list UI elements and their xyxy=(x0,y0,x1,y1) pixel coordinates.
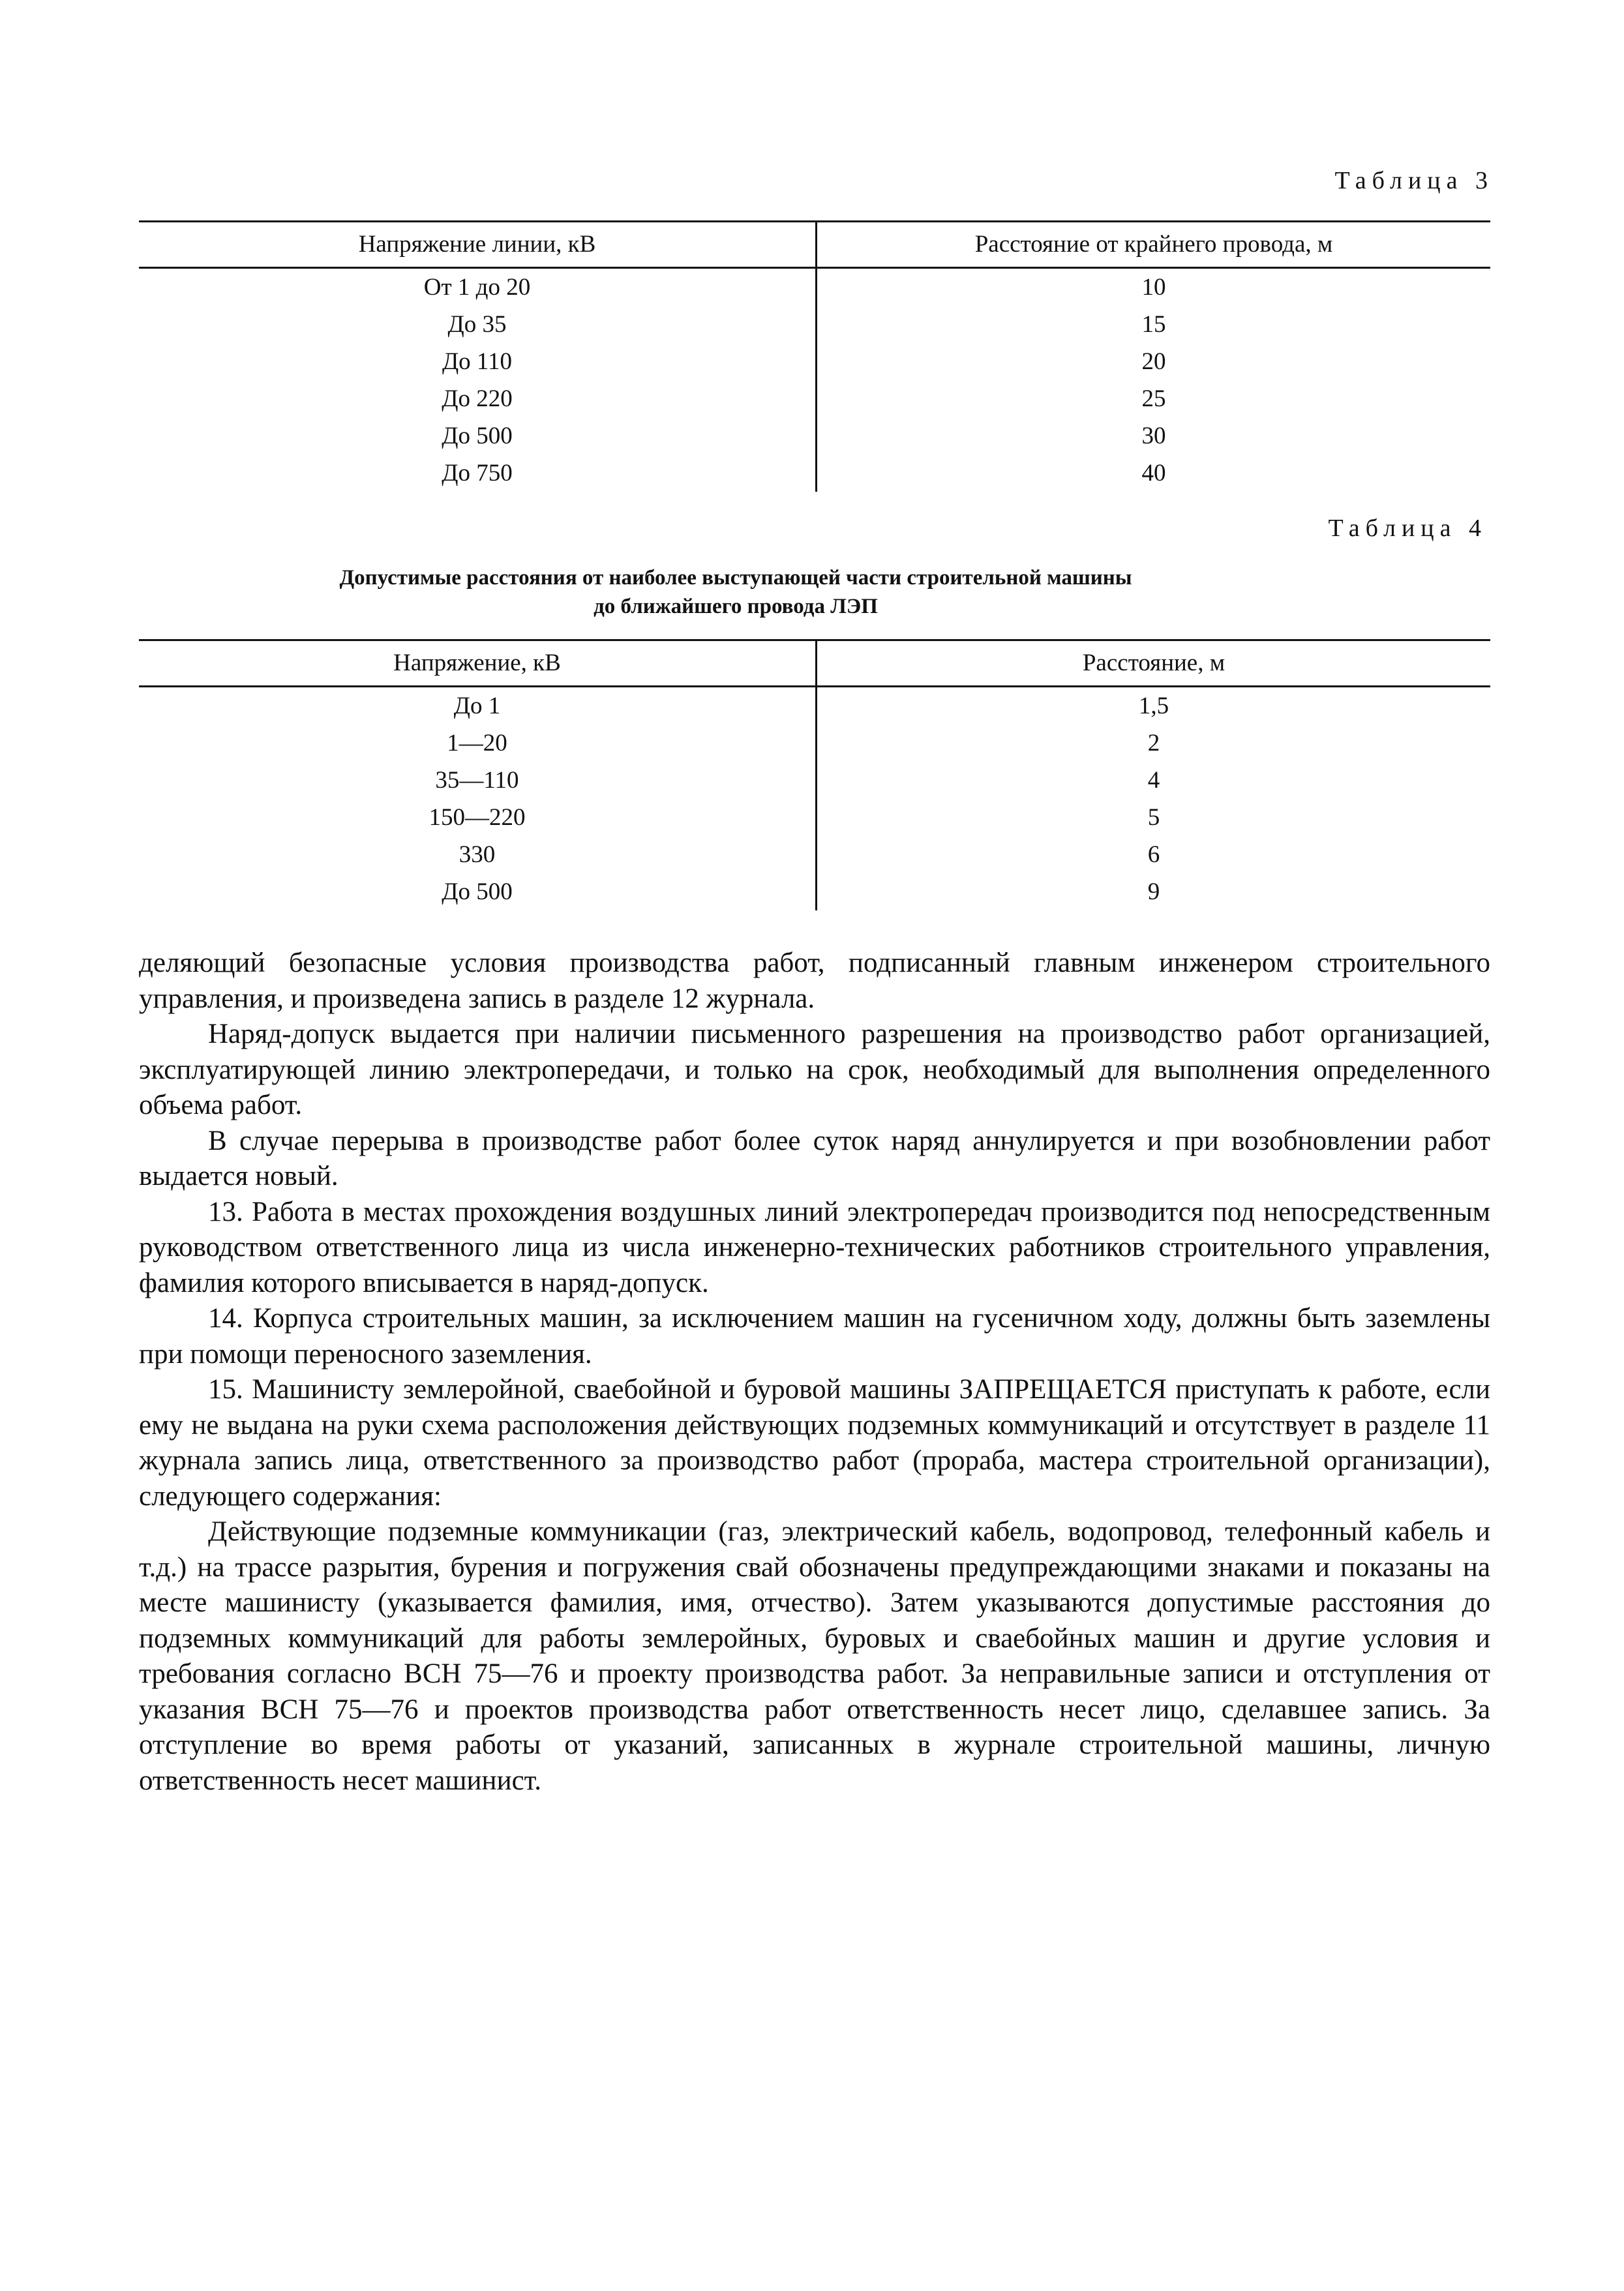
table3 xyxy=(139,220,1490,494)
table-row xyxy=(139,799,1490,836)
table-cell-distance: 5 xyxy=(1147,804,1160,831)
table-row xyxy=(139,455,1490,492)
table-cell-distance: 25 xyxy=(1141,385,1166,412)
table-cell-distance: 10 xyxy=(1141,274,1166,301)
table-cell-voltage: 1—20 xyxy=(139,725,817,762)
table-cell-distance: 20 xyxy=(1141,348,1166,375)
table-row xyxy=(139,687,1490,725)
paragraph-continuation: деляющий безопасные условия производства работ, подписанный главным инженером строительного управления, и произведена запись в разделе 12 журнала. xyxy=(139,948,1490,1014)
table-row xyxy=(139,417,1490,455)
paragraph-permit: Наряд-допуск выдается при наличии письменного разрешения на производство работ организацией, эксплуатирующей линию электропередачи, и только на срок, необходимый для выполнения определенного объема работ. xyxy=(139,1019,1490,1120)
table3-header-voltage: Напряжение линии, кВ xyxy=(139,222,817,267)
table-cell-voltage: До 35 xyxy=(139,306,817,343)
table4-header xyxy=(139,641,1490,687)
table-cell-voltage: До 220 xyxy=(139,380,817,417)
table-cell-distance: 4 xyxy=(1147,767,1160,794)
table-cell-distance: 1,5 xyxy=(1138,693,1169,719)
table-row xyxy=(139,343,1490,380)
table4 xyxy=(139,639,1490,913)
body-text xyxy=(139,946,1490,1799)
table-row xyxy=(139,306,1490,343)
table-cell-voltage: До 500 xyxy=(139,417,817,455)
table-cell-distance: 9 xyxy=(1147,878,1160,905)
paragraph-item-14: 14. Корпуса строительных машин, за исключением машин на гусеничном ходу, должны быть заземлены при помощи переносного заземления. xyxy=(139,1303,1490,1370)
table4-body xyxy=(139,687,1490,913)
table3-label: Таблица 3 xyxy=(1334,167,1494,194)
table4-caption xyxy=(139,563,1332,621)
table-cell-distance: 15 xyxy=(1141,311,1166,338)
paragraph-item-13: 13. Работа в местах прохождения воздушных линий электропередач производится под непосредственным руководством ответственного лица из числа инженерно-технических работников строительного управления, фамилия которого вписывается в наряд-допуск. xyxy=(139,1196,1490,1298)
table-cell-voltage: До 1 xyxy=(139,687,817,725)
table-row xyxy=(139,873,1490,910)
table-row xyxy=(139,269,1490,306)
paragraph-break-in-work: В случае перерыва в производстве работ более суток наряд аннулируется и при возобновлении работ выдается новый. xyxy=(139,1125,1490,1191)
table3-header-distance: Расстояние от крайнего провода, м xyxy=(974,231,1333,258)
table-row xyxy=(139,836,1490,873)
table4-header-distance: Расстояние, м xyxy=(1082,650,1226,676)
table-row xyxy=(139,762,1490,799)
table-cell-voltage: До 500 xyxy=(139,873,817,910)
table-cell-distance: 40 xyxy=(1141,460,1166,487)
table-cell-distance: 2 xyxy=(1147,730,1160,756)
table4-label: Таблица 4 xyxy=(1328,515,1487,542)
table-cell-voltage: 35—110 xyxy=(139,762,817,799)
table-cell-voltage: 330 xyxy=(139,836,817,873)
table4-caption-line2: до ближайшего провода ЛЭП xyxy=(594,595,878,618)
table-row xyxy=(139,380,1490,417)
table3-header xyxy=(139,222,1490,269)
table4-header-voltage: Напряжение, кВ xyxy=(139,641,817,685)
paragraph-item-15: 15. Машинисту землеройной, сваебойной и буровой машины ЗАПРЕЩАЕТСЯ приступать к работе, если ему не выдана на руки схема расположения действующих подземных коммуникаций и отсутствует в разделе 11 журнала запись лица, ответственного за производство работ (прораба, мастера строительной организации), следующего содержания: xyxy=(139,1374,1490,1512)
table-cell-voltage: До 750 xyxy=(139,455,817,492)
table-cell-distance: 6 xyxy=(1147,841,1160,868)
table-cell-distance: 30 xyxy=(1141,423,1166,449)
table4-caption-line1: Допустимые расстояния от наиболее выступающей части строительной машины xyxy=(339,566,1132,590)
table-cell-voltage: От 1 до 20 xyxy=(139,269,817,306)
table3-body xyxy=(139,269,1490,494)
table-cell-voltage: До 110 xyxy=(139,343,817,380)
table-cell-voltage: 150—220 xyxy=(139,799,817,836)
table-row xyxy=(139,725,1490,762)
paragraph-record-content: Действующие подземные коммуникации (газ, электрический кабель, водопровод, телефонный кабель и т.д.) на трассе разрытия, бурения и погружения свай обозначены предупреждающими знаками и показаны на месте машинисту (указывается фамилия, имя, отчество). Затем указываются допустимые расстояния до подземных коммуникаций для работы землеройных, буровых и сваебойных машин и другие условия и требования согласно ВСН 75—76 и проекту производства работ. За неправильные записи и отступления от указания ВСН 75—76 и проектов производства работ ответственность несет лицо, сделавшее запись. За отступление во время работы от указаний, записанных в журнале строительной машины, личную ответственность несет машинист. xyxy=(139,1516,1490,1796)
